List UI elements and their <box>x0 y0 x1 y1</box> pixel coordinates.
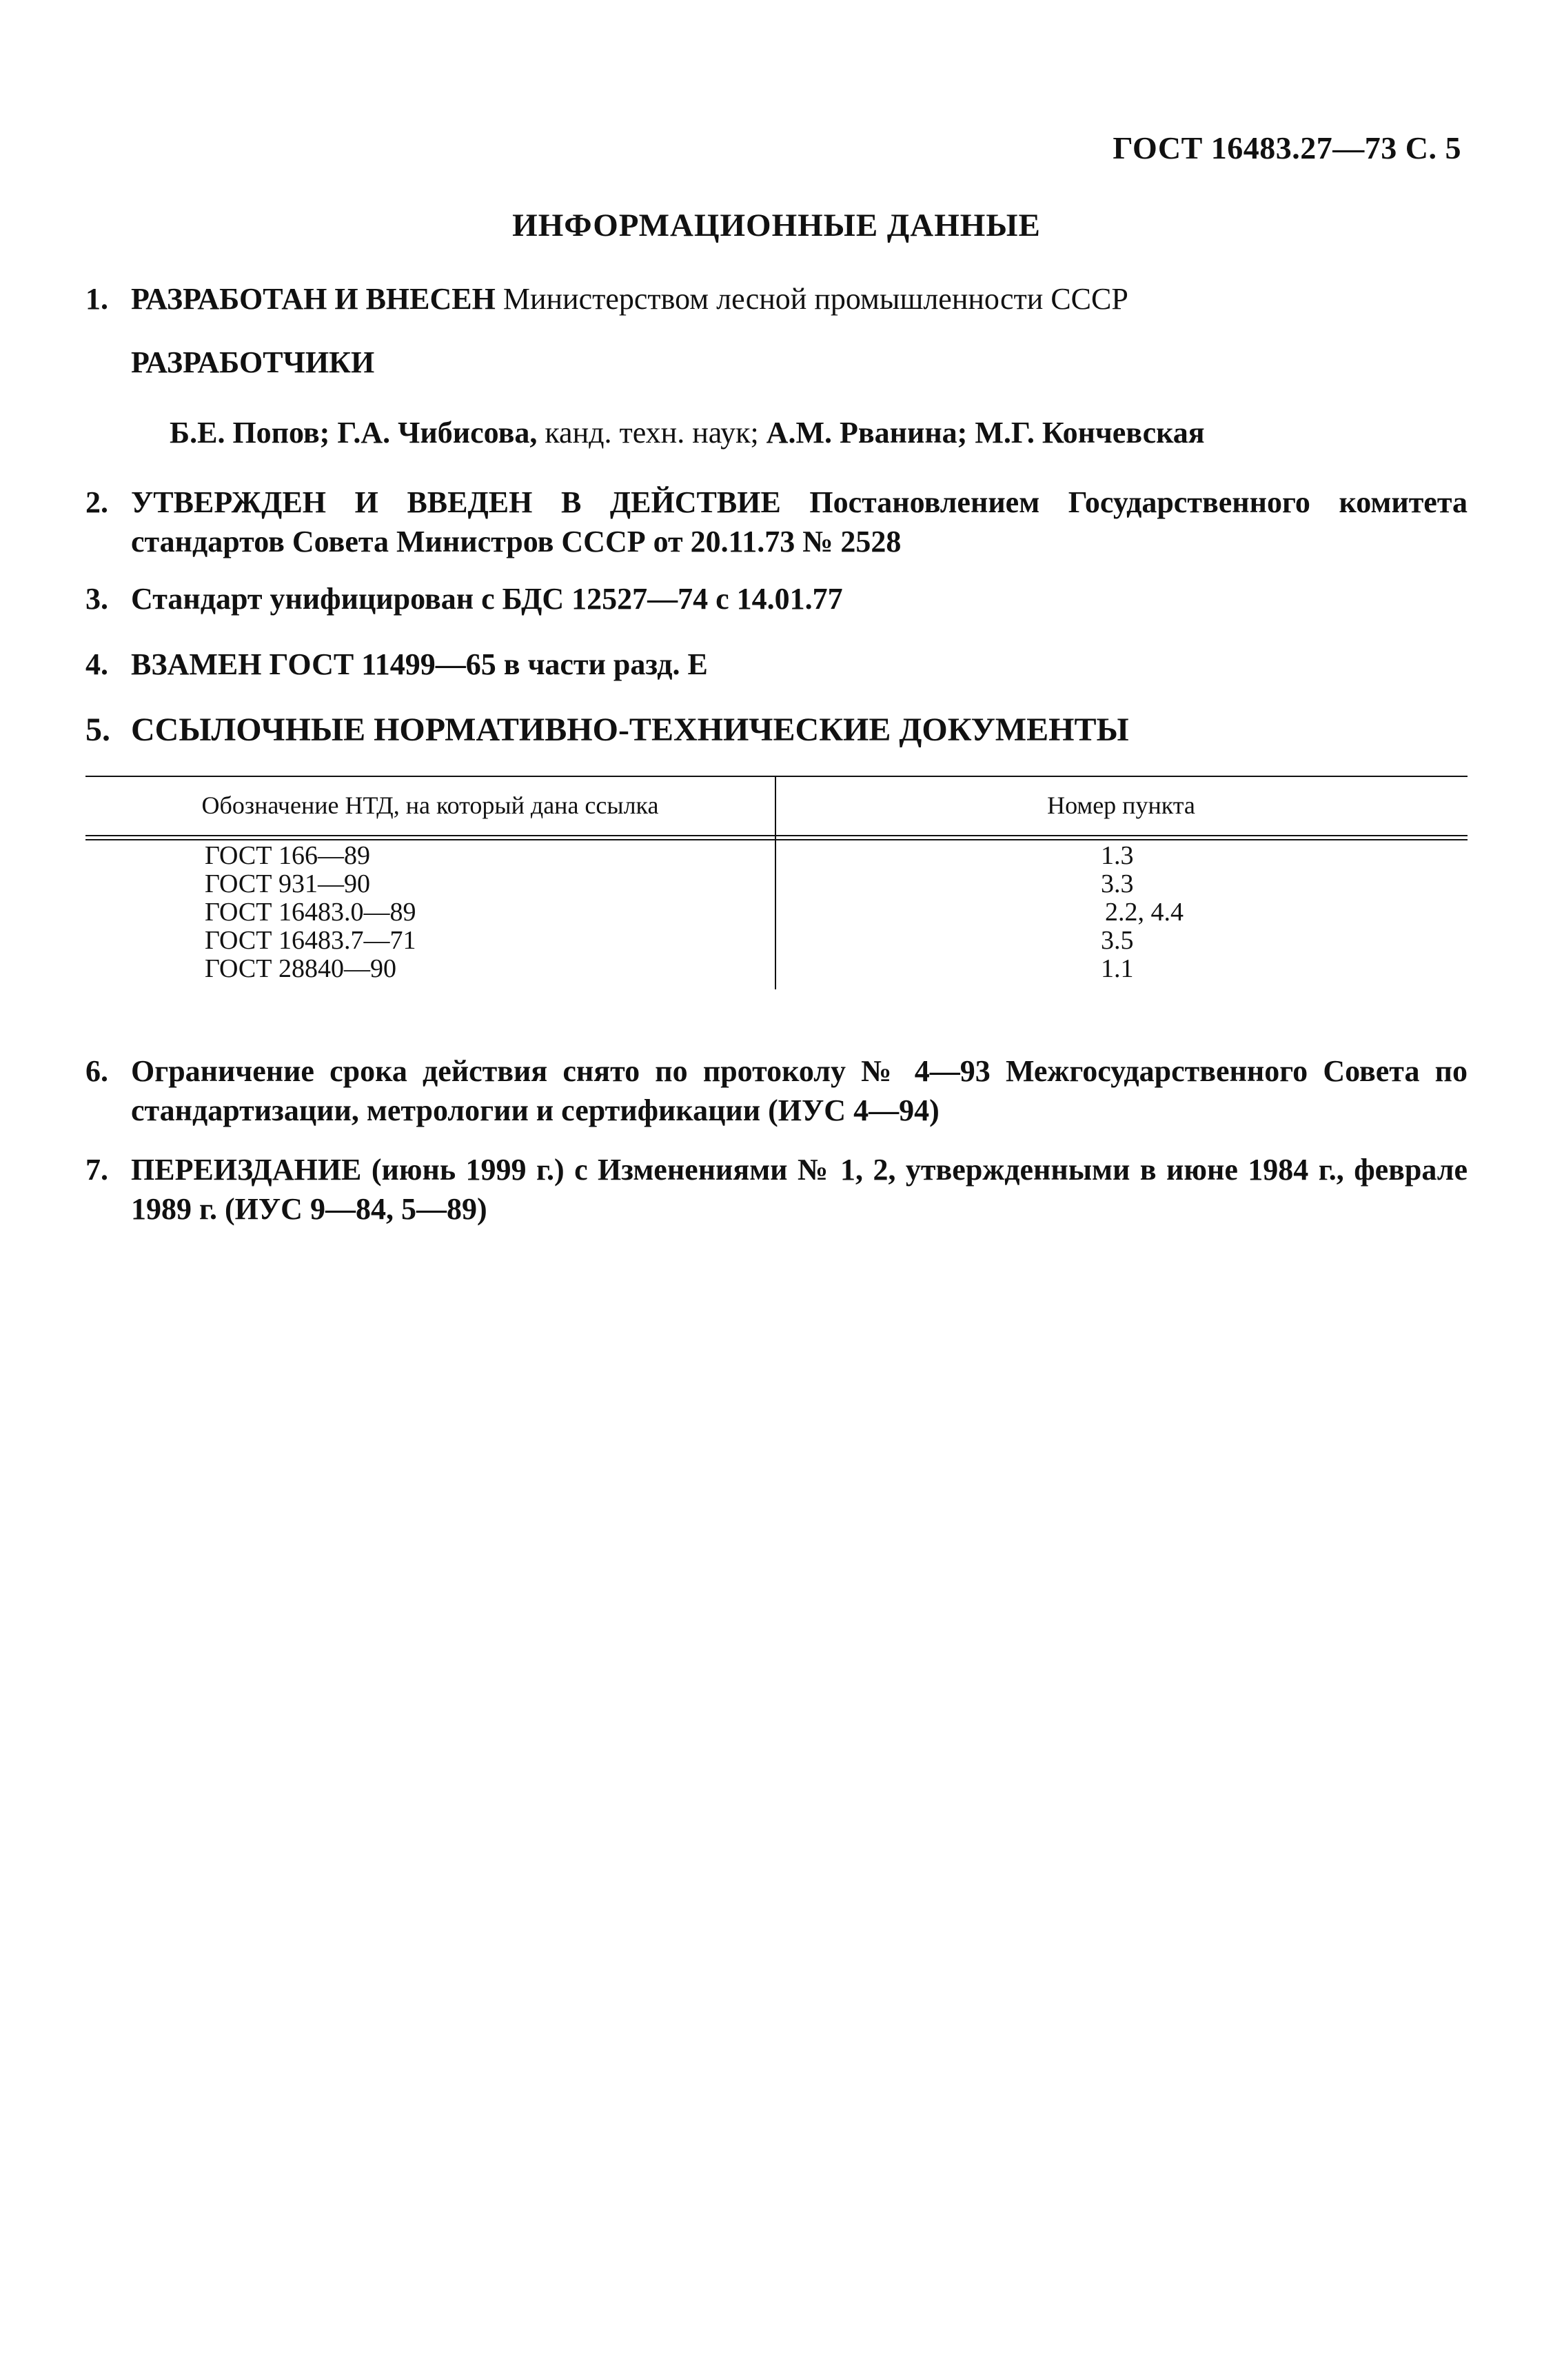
info-item-4 <box>85 645 1468 684</box>
info-item-2 <box>85 483 1468 561</box>
table-cell-clause: 3.5 <box>1101 926 1134 955</box>
item-text: Ограничение срока действия снято по протоколу № 4—93 Межгосударственного Совета по стандартизации, метрологии и сертификации (ИУС 4—94) <box>131 1054 1468 1127</box>
item-number: 3. <box>85 582 108 616</box>
item-text: ССЫЛОЧНЫЕ НОРМАТИВНО-ТЕХНИЧЕСКИЕ ДОКУМЕНТЫ <box>131 712 1129 748</box>
page-header: ГОСТ 16483.27—73 С. 5 <box>1113 130 1461 165</box>
table-column-clauses <box>1101 842 1184 983</box>
item-text: Стандарт унифицирован с БДС 12527—74 с 14.01.77 <box>131 582 843 616</box>
table-cell-doc: ГОСТ 166—89 <box>205 841 370 870</box>
table-header-doc: Обозначение НТД, на который дана ссылка <box>201 791 659 819</box>
item-number: 1. <box>85 282 108 316</box>
item-number: 5. <box>85 712 110 748</box>
item-bold-text: Постановлением Государственного комитета стандартов Совета Министров СССР от 20.11.73 № 2528 <box>131 485 1468 558</box>
table-cell-clause: 2.2, 4.4 <box>1105 898 1184 927</box>
item-bold-text: РАЗРАБОТАН И ВНЕСЕН <box>131 282 496 316</box>
table-cell-clause: 1.3 <box>1101 841 1134 870</box>
item-number: 4. <box>85 647 108 681</box>
info-item-1 <box>85 279 1468 319</box>
developers-heading: РАЗРАБОТЧИКИ <box>131 345 375 379</box>
table-column-docs <box>205 842 416 983</box>
item-number: 6. <box>85 1054 108 1088</box>
table-header-clause: Номер пункта <box>1047 791 1195 819</box>
developer-names: А.М. Рванина; М.Г. Кончевская <box>766 416 1205 450</box>
item-bold-text: (июнь 1999 г.) с Изменениями № 1, 2, утвержденными в июне 1984 г., феврале 1989 г. (ИУС 9—84, 5—89) <box>131 1153 1468 1226</box>
table-rule <box>85 776 1468 777</box>
table-cell-clause: 3.3 <box>1101 869 1134 898</box>
table-rule <box>85 839 1468 840</box>
item-bold-text: УТВЕРЖДЕН И ВВЕДЕН В ДЕЙСТВИЕ <box>131 485 781 519</box>
developer-degree: канд. техн. наук; <box>545 416 759 450</box>
info-item-5 <box>85 710 1468 749</box>
document-title: ИНФОРМАЦИОННЫЕ ДАННЫЕ <box>512 208 1041 243</box>
developer-names: Б.Е. Попов; Г.А. Чибисова, <box>170 416 538 450</box>
table-cell-doc: ГОСТ 16483.7—71 <box>205 926 416 955</box>
table-rule <box>85 835 1468 836</box>
item-bold-text: ПЕРЕИЗДАНИЕ <box>131 1153 362 1187</box>
table-cell-clause: 1.1 <box>1101 954 1134 983</box>
item-number: 7. <box>85 1153 108 1187</box>
developers-list <box>170 415 1205 450</box>
info-item-3 <box>85 579 1468 618</box>
table-cell-doc: ГОСТ 28840—90 <box>205 954 396 983</box>
info-item-6 <box>85 1051 1468 1130</box>
item-text: ВЗАМЕН ГОСТ 11499—65 в части разд. Е <box>131 647 708 681</box>
item-number: 2. <box>85 485 108 519</box>
table-cell-doc: ГОСТ 931—90 <box>205 869 370 898</box>
reference-table <box>85 776 1468 989</box>
item-plain-text: Министерством лесной промышленности СССР <box>503 282 1128 316</box>
table-cell-doc: ГОСТ 16483.0—89 <box>205 898 416 927</box>
info-item-7 <box>85 1150 1468 1229</box>
